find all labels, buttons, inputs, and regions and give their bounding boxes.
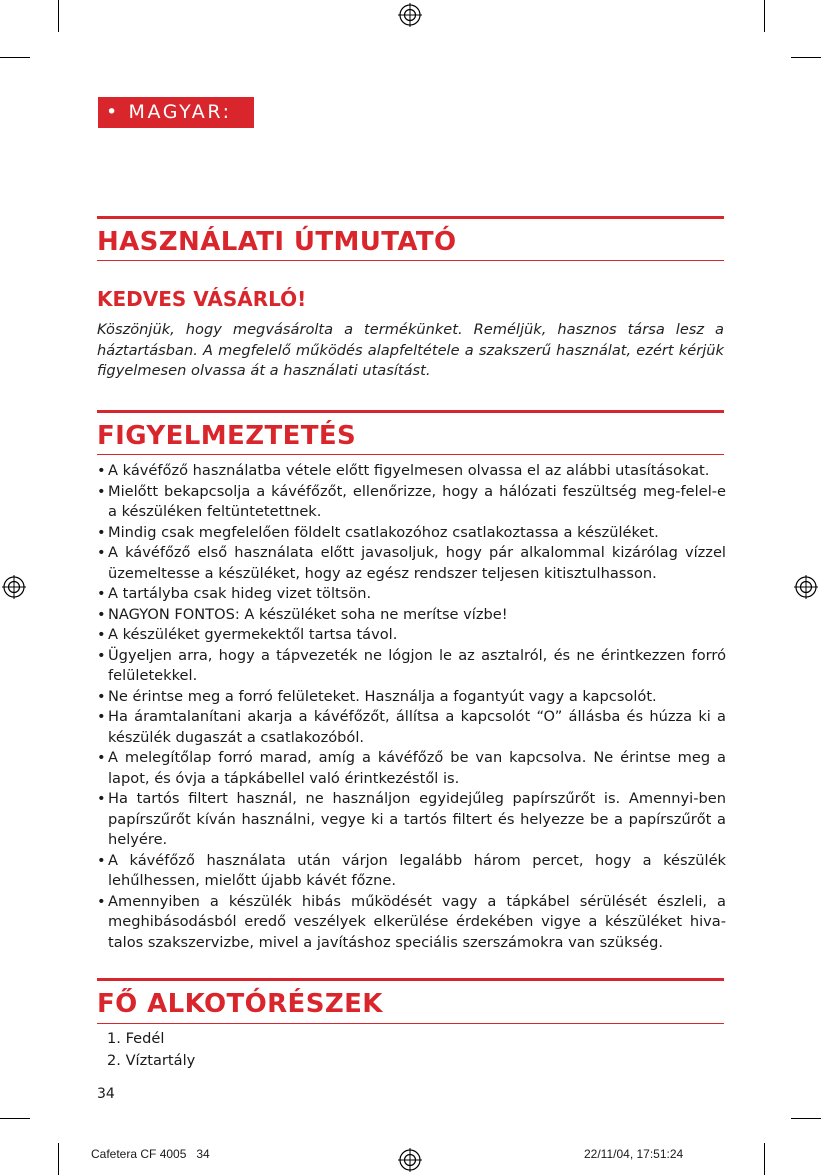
slug-left: Cafetera CF 4005 34 xyxy=(91,1147,210,1161)
registration-mark-icon xyxy=(794,575,818,599)
list-item: • A kávéfőző használata után várjon legalább három percet, hogy a készülék lehűlhessen, mielőtt újabb kávét főzne. xyxy=(97,851,726,892)
crop-mark xyxy=(764,1143,765,1175)
list-item: • A készüléket gyermekektől tartsa távol. xyxy=(97,625,726,646)
crop-mark xyxy=(58,1143,59,1175)
registration-mark-icon xyxy=(2,575,26,599)
warnings-list xyxy=(97,461,726,953)
list-item: • Ha áramtalanítani akarja a kávéfőzőt, állítsa a kapcsolót “O” állásba és húzza ki a készülék dugaszát a csatlakozóból. xyxy=(97,707,726,748)
section-rule xyxy=(97,260,724,261)
crop-mark xyxy=(791,57,821,58)
section-rule xyxy=(97,410,724,413)
section-rule xyxy=(97,216,724,219)
section-rule xyxy=(97,454,724,455)
greeting-heading: KEDVES VÁSÁRLÓ! xyxy=(97,287,307,311)
section-rule xyxy=(97,1023,724,1024)
page-title: HASZNÁLATI ÚTMUTATÓ xyxy=(97,227,457,257)
list-item: 1. Fedél xyxy=(107,1030,165,1047)
page-number: 34 xyxy=(97,1086,115,1102)
section-rule xyxy=(97,978,724,981)
list-item: • NAGYON FONTOS: A készüléket soha ne merítse vízbe! xyxy=(97,605,726,626)
list-item: • Ne érintse meg a forró felületeket. Használja a fogantyút vagy a kapcsolót. xyxy=(97,687,726,708)
language-tag: • MAGYAR: xyxy=(98,97,254,128)
crop-mark xyxy=(0,1118,30,1119)
crop-mark xyxy=(58,0,59,32)
parts-heading: FŐ ALKOTÓRÉSZEK xyxy=(97,989,383,1019)
slug-right: 22/11/04, 17:51:24 xyxy=(584,1147,684,1161)
list-item: • A kávéfőző első használata előtt javasoljuk, hogy pár alkalommal kizárólag vízzel üzemeltesse a készüléket, hogy az egész rendszer teljesen kitisztulhasson. xyxy=(97,543,726,584)
list-item: 2. Víztartály xyxy=(107,1052,196,1069)
list-item: • A melegítőlap forró marad, amíg a kávéfőző be van kapcsolva. Ne érintse meg a lapot, és óvja a tápkábellel való érintkezéstől is. xyxy=(97,748,726,789)
list-item: • Ügyeljen arra, hogy a tápvezeték ne lógjon le az asztalról, és ne érintkezzen forró felületekkel. xyxy=(97,646,726,687)
crop-mark xyxy=(791,1118,821,1119)
warnings-heading: FIGYELMEZTETÉS xyxy=(97,421,357,451)
parts-list xyxy=(107,1028,195,1072)
crop-mark xyxy=(0,57,30,58)
registration-mark-icon xyxy=(398,3,422,27)
list-item: • A tartályba csak hideg vizet töltsön. xyxy=(97,584,726,605)
greeting-text: Köszönjük, hogy megvásárolta a termékünket. Reméljük, hasznos társa lesz a háztartásban. A megfelelő működés alapfeltétele a szakszerű használat, ezért kérjük figyelmesen olvassa át a használati utasítást. xyxy=(97,321,724,379)
crop-mark xyxy=(764,0,765,32)
list-item: • Amennyiben a készülék hibás működését vagy a tápkábel sérülését észleli, a meghibásodásból eredő veszélyek elkerülése érdekében vigye a készüléket hiva-talos szakszervizbe, mivel a javításhoz speciális szerszámokra van szükség. xyxy=(97,892,726,954)
list-item: • Ha tartós filtert használ, ne használjon egyidejűleg papírszűrőt is. Amennyi-ben papírszűrőt kíván használni, vegye ki a tartós filtert és helyezze be a papírszűrőt a helyére. xyxy=(97,789,726,851)
registration-mark-icon xyxy=(398,1148,422,1172)
list-item: • Mielőtt bekapcsolja a kávéfőzőt, ellenőrizze, hogy a hálózati feszültség meg-felel-e a készüléken feltüntetettnek. xyxy=(97,482,726,523)
list-item: • Mindig csak megfelelően földelt csatlakozóhoz csatlakoztassa a készüléket. xyxy=(97,523,726,544)
list-item: • A kávéfőző használatba vétele előtt figyelmesen olvassa el az alábbi utasításokat. xyxy=(97,461,726,482)
